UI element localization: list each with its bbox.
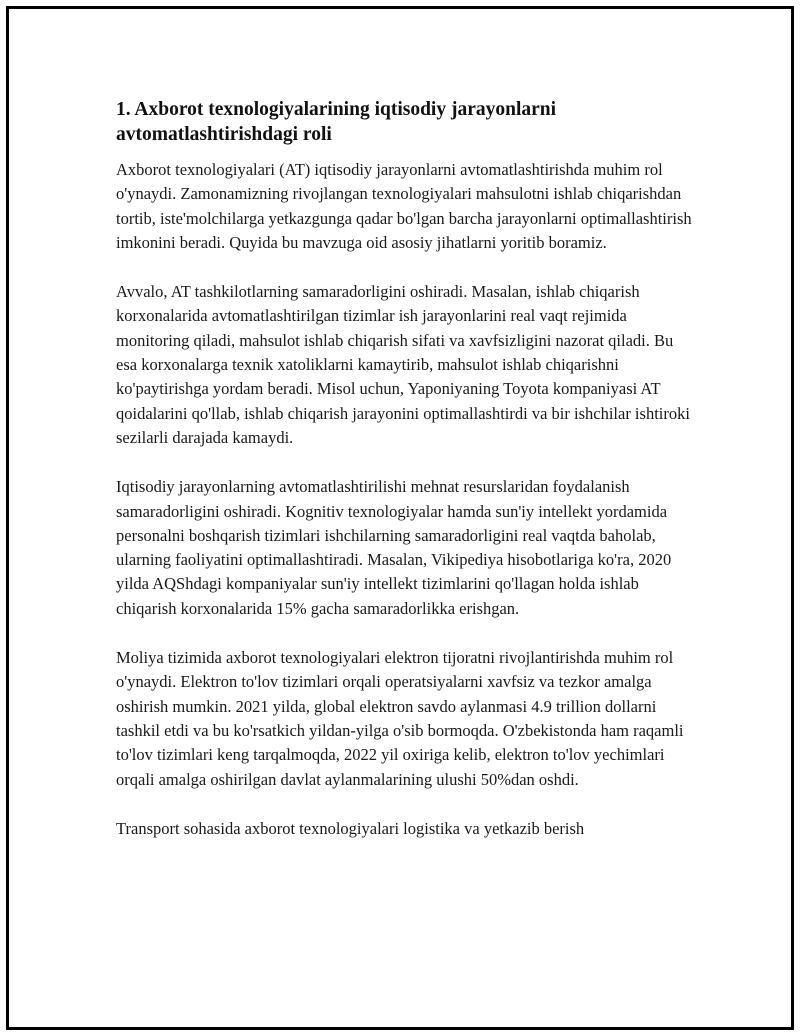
paragraph-finance: Moliya tizimida axborot texnologiyalari elektron tijoratni rivojlantirishda muhim rol o'ynaydi. Elektron to'lov tizimlari orqali operatsiyalarni xavfsiz va tezkor amalga oshirish mumkin. 2021 yilda, global elektron savdo aylanmasi 4.9 trillion dollarni tashkil etdi va bu ko'rsatkich yildan-yilga o'sib bormoqda. O'zbekistonda ham raqamli to'lov tizimlari keng tarqalmoqda, 2022 yil oxiriga kelib, elektron to'lov yechimlari orqali amalga oshirilgan davlat aylanmalarining ulushi 50%dan oshdi. xyxy=(116,648,684,789)
paragraph-transport: Transport sohasida axborot texnologiyalari logistika va yetkazib berish xyxy=(116,818,585,838)
paragraph-labor-resources: Iqtisodiy jarayonlarning avtomatlashtirilishi mehnat resurslaridan foydalanish samaradorligini oshiradi. Kognitiv texnologiyalar hamda sun'iy intellekt yordamida personalni boshqarish tizimlari ishchilarning samaradorligini real vaqtda baholab, ularning faoliyatini optimallashtiradi. Masalan, Vikipediya hisobotlariga ko'ra, 2020 yilda AQShdagi kompaniyalar sun'iy intellekt tizimlarini qo'llagan holda ishlab chiqarish korxonalarida 15% gacha samaradorlikka erishgan. xyxy=(116,477,672,618)
paragraph-intro: Axborot texnologiyalari (AT) iqtisodiy jarayonlarni avtomatlashtirishda muhim rol o'ynaydi. Zamonamizning rivojlangan texnologiyalari mahsulotni ishlab chiqarishdan tortib, iste'molchilarga yetkazgunga qadar bo'lgan barcha jarayonlarni optimallashtirish imkonini beradi. Quyida bu mavzuga oid asosiy jihatlarni yoritib boramiz. xyxy=(116,160,692,252)
paragraph-efficiency: Avvalo, AT tashkilotlarning samaradorligini oshiradi. Masalan, ishlab chiqarish korxonalarida avtomatlashtirilgan tizimlar ish jarayonlarini real vaqt rejimida monitoring qiladi, mahsulot ishlab chiqarish sifati va xavfsizligini nazorat qiladi. Bu esa korxonalarga texnik xatoliklarni kamaytirib, mahsulot ishlab chiqarishni ko'paytirishga yordam beradi. Misol uchun, Yaponiyaning Toyota kompaniyasi AT qoidalarini qo'llab, ishlab chiqarish jarayonini optimallashtirdi va bir ishchilar ishtiroki sezilarli darajada kamaydi. xyxy=(116,282,690,447)
document-body xyxy=(116,97,696,866)
section-heading: 1. Axborot texnologiyalarining iqtisodiy jarayonlarni avtomatlashtirishdagi roli xyxy=(116,99,557,145)
